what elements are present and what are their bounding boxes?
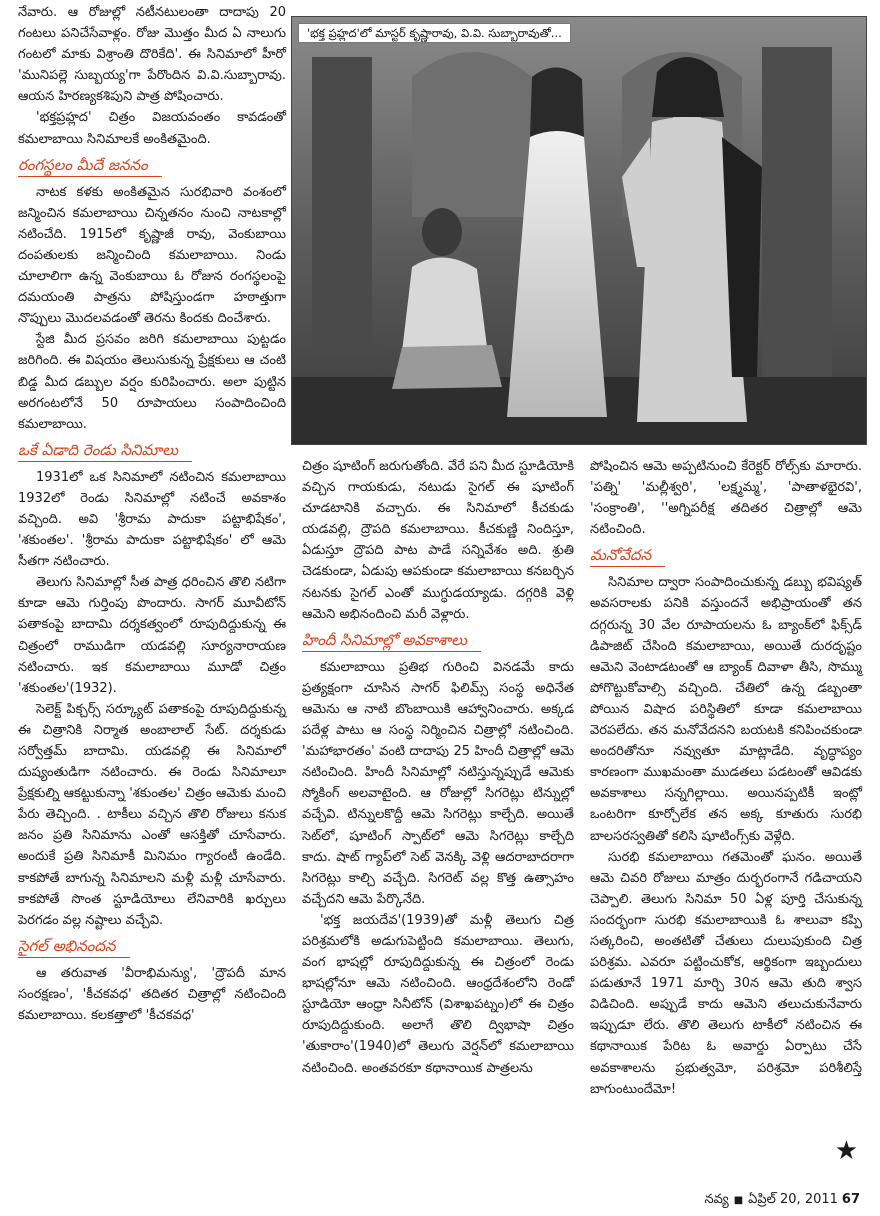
section-heading-two-films: ఒకే ఏడాది రెండు సినిమాలు xyxy=(18,439,192,462)
section-heading-anguish: మనోవేదన xyxy=(590,544,665,567)
section-heading-birth-on-stage: రంగస్థలం మీదే జననం xyxy=(18,154,162,177)
paragraph: 'భక్త జయదేవ'(1939)తో మళ్లీ తెలుగు చిత్ర పరిశ్రమలోకి అడుగుపెట్టింది కమలాబాయి. తెలుగు, వంగ భాషల్లో రూపుదిద్దుకున్న ఈ చిత్రంలో రెండు భాషల్లోనూ ఆమె నటించింది. ఆంధ్రదేశంలోని రెండో స్టూడియో ఆంధ్రా సినీటోన్ (విశాఖపట్నం)లో ఈ చిత్రం రూపుదిద్దుకుంది. అలాగే తొలి ద్విభాషా చిత్రం 'తుకారాం'(1940)లో తెలుగు వెర్షన్‌లో కమలాబాయి నటించింది. అంతవరకూ కథానాయిక పాత్రలను xyxy=(302,912,574,1076)
photo-caption: 'భక్త ప్రహ్లద'లో మాస్టర్ కృష్ణారావు, వి.వి. సుబ్బారావుతో... xyxy=(298,23,571,43)
section-heading-hindi-films: హిందీ సినిమాల్లో అవకాశాలు xyxy=(302,629,481,652)
paragraph: 1931లో ఒక సినిమాలో నటించిన కమలాబాయి 1932లో రెండు సినిమాల్లో నటించే అవకాశం వచ్చింది. అవి 'శ్రీరామ పాదుకా పట్టాభిషేకం', 'శకుంతల'. 'శ్రీరామ పాదుకా పట్టాభిషేకం' లో ఆమె సీతగా నటించారు. xyxy=(18,469,286,570)
film-still-photo xyxy=(291,16,867,445)
paragraph: చిత్రం షూటింగ్ జరుగుతోంది. వేరే పని మీద స్టూడియోకి వచ్చిన గాయకుడు, నటుడు సైగల్ ఈ షూటింగ్ చూడటానికి వచ్చారు. ఈ సినిమాలో కీచకుడు యడవల్లి, ద్రౌపది కమలాబాయి. కీచకుణ్ణి నిందిస్తూ, ఏడుస్తూ ద్రౌపది పాట పాడే సన్నివేశం అది. శ్రుతి చెడకుండా, ఏడుపు ఆపకుండా కమలాబాయి కనబర్చిన నటనకు సైగల్ ఎంతో ముగ్ధుడయ్యాడు. దగ్గరికి వెళ్లి ఆమెని అభినందించి మరీ వెళ్లారు. xyxy=(302,459,574,622)
article-column-2 xyxy=(302,456,574,1079)
paragraph: 'భక్తప్రహ్లద' చిత్రం విజయవంతం కావడంతో కమలాబాయి సినిమాలకే అంకితమైంది. xyxy=(18,110,286,147)
paragraph: సెలెక్ట్ పిక్చర్స్ సర్క్యూట్ పతాకంపై రూపుదిద్దుకున్న ఈ చిత్రానికి నిర్మాత అంబాలాల్ సేట్. దర్శకుడు సర్వోత్తమ్ బాదామి. యడవల్లి ఈ సినిమాలో దుష్యంతుడిగా నటించారు. ఈ రెండు సినిమాలూ ప్రేక్షకుల్ని ఆకట్టుకున్నా 'శకుంతల' చిత్రం ఆమెకు మంచి పేరు తెచ్చింది. . టాకీలు వచ్చిన తొలి రోజులు కనుక జనం ప్రతి సినిమాను ఎంతో ఆసక్తితో చూసేవారు. అందుకే ప్రతి సినిమాకీ మినిమం గ్యారంటీ ఉండేది. కాకపోతే బాగున్న సినిమాలని మళ్లీ మళ్లీ చూసేవారు. కాకపోతే సొంత స్టూడియోలు లేనివారికి ఖర్చులు పెరగడం వల్ల నష్టాలు వచ్చేవి. xyxy=(18,701,286,928)
article-column-1 xyxy=(18,2,286,1026)
paragraph: తెలుగు సినిమాల్లో సీత పాత్ర ధరించిన తొలి నటిగా కూడా ఆమె గుర్తింపు పొందారు. సాగర్ మూవీటోన్ పతాకంపై బాదామి దర్శకత్వంలో రూపుదిద్దుకున్న ఈ చిత్రంలో రాముడిగా యడవల్లి సూర్యనారాయణ నటించారు. ఇక కమలాబాయి మూడో చిత్రం 'శకుంతల'(1932). xyxy=(18,575,286,696)
paragraph: సినిమాల ద్వారా సంపాదించుకున్న డబ్బు భవిష్యత్ అవసరాలకు పనికి వస్తుందనే అభిప్రాయంతో తన దగ్గరున్న 30 వేల రూపాయలను ఓ బ్యాంక్‌లో ఫిక్స్‌డ్ డిపాజిట్ చేసింది కమలాబాయి, అయితే దురదృష్టం ఆమెని వెంటాడటంతో ఆ బ్యాంక్ దివాళా తీసి, సొమ్ము పోగొట్టుకోవాల్సి వచ్చింది. చేతిలో ఉన్న డబ్బంతా పోయిన విషాద పరిస్థితిలో కూడా కమలాబాయి వెరపలేదు. తన మనోవేదనని బయటకి కనిపించకుండా అందరితోనూ నవ్వుతూ మాట్లాడేది. వృద్ధాప్యం కారణంగా ముఖమంతా ముడతలు పడటంతో ఆవిడకు అవకాశాలు సన్నగిల్లాయి. అయినప్పటికీ ఇంట్లో ఒంటరిగా కూర్చోలేక తన అక్క కూతురు సురభి బాలసరస్వతితో కలిసి షూటింగ్స్‌కు వెళ్లేది. xyxy=(590,575,862,844)
paragraph: కమలాబాయి ప్రతిభ గురించి వినడమే కాదు ప్రత్యక్షంగా చూసిన సాగర్ ఫిలిమ్స్ సంస్థ అధినేత ఆమెను ఆ నాటి బొంబాయికి ఆహ్వానించారు. అక్కడ పదేళ్ల పాటు ఆ సంస్థ నిర్మించిన చిత్రాల్లో నటించింది. 'మహాభారతం' వంటి దాదాపు 25 హిందీ చిత్రాల్లో ఆమె నటించింది. హిందీ సినిమాల్లో నటిస్తున్నప్పుడే ఆమెకు స్మోకింగ్ అలవాటైంది. ఆ రోజుల్లో సిగరెట్లు టిన్నుల్లో వచ్చేవి. టిన్నులకొద్దీ ఆమె సిగరెట్లు కాల్చేది. అయితే సెట్‌లో, షూటింగ్ స్పాట్‌లో ఆమె సిగరెట్లు కాల్చేది కాదు. షాట్ గ్యాప్‌లో సెట్ వెనక్కి వెళ్లి ఆదరాబాదరాగా సిగరెట్లు కాల్చి వచ్చేది. సిగరెట్ వల్ల కొత్త ఉత్సాహం వచ్చేదని ఆమె పేర్కొనేది. xyxy=(302,659,574,907)
issue-date: ఏప్రిల్ 20, 2011 xyxy=(748,1192,838,1207)
end-of-article-star-icon: ★ xyxy=(834,1136,858,1166)
paragraph: ఆ తరువాత 'వీరాభిమన్యు', 'ద్రౌపదీ మాన సంరక్షణం', 'కీచకవధ' తదితర చిత్రాల్లో నటించింది కమలాబాయి. కలకత్తాలో 'కీచకవధ' xyxy=(18,965,286,1024)
paragraph: సురభి కమలాబాయి గతమెంతో ఘనం. అయితే ఆమె చివరి రోజులు మాత్రం దుర్భరంగానే గడిచాయని చెప్పాలి. తెలుగు సినిమా 50 ఏళ్ల పూర్తి చేసుకున్న సందర్భంగా సురభి కమలాబాయికి ఓ శాలువా కప్పి సత్కరించి, అంతటితో చేతులు దులుపుకుంది చిత్ర పరిశ్రమ. ఎవరూ పట్టించుకోక, ఆర్థికంగా ఇబ్బందులు పడుతూనే 1971 మార్చి 30న ఆమె తుది శ్వాస విడిచింది. అప్పుడే కాదు ఆమెని తలుచుకునేవారు ఇప్పుడూ లేరు. తొలి తెలుగు టాకీలో నటించిన ఈ కథానాయిక పేరిట ఓ అవార్డు ఏర్పాటు చేసే అవకాశాలను ప్రభుత్వమో, పరిశ్రమో పరిశీలిస్తే బాగుంటుందేమో! xyxy=(590,849,862,1097)
film-still-image xyxy=(292,17,867,445)
paragraph: నాటక కళకు అంకితమైన సురభివారి వంశంలో జన్మించిన కమలాబాయి చిన్నతనం నుంచి నాటకాల్లో నటించేది. 1915లో కృష్ణాజీ రావు, వెంకుబాయి దంపతులకు జన్మించింది కమలాబాయి. నిండు చూలాలిగా ఉన్న వెంకుబాయి ఓ రోజున రంగస్థలంపై దమయంతి పాత్రను పోషిస్తుండగా హఠాత్తుగా నొప్పులు మొదలవడంతో తెరను కిందకు దించేశారు. xyxy=(18,184,286,327)
page-number: 67 xyxy=(841,1192,860,1207)
page-footer xyxy=(705,1190,860,1211)
section-heading-saigal-praise: సైగల్ అభినందన xyxy=(18,935,130,958)
magazine-name: నవ్య xyxy=(704,1192,729,1207)
paragraph: పోషించిన ఆమె అప్పటినుంచి కేరెక్టర్ రోల్స్‌కు మారారు. 'పత్ని' 'మల్లీశ్వరి', 'లక్ష్మమ్మ', 'పాతాళభైరవి', 'సంక్రాంతి', ''అగ్నిపరీక్ష తదితర చిత్రాల్లో ఆమె నటించింది. xyxy=(590,459,862,538)
footer-separator-icon: ■ xyxy=(733,1195,744,1206)
paragraph: స్టేజి మీద ప్రసవం జరిగి కమలాబాయి పుట్టడం జరిగింది. ఈ విషయం తెలుసుకున్న ప్రేక్షకులు ఆ చంటి బిడ్డ మీద డబ్బుల వర్షం కురిపించారు. అలా పుట్టిన అరగంటలోనే 50 రూపాయలు సంపాదించింది కమలాబాయి. xyxy=(18,332,286,432)
article-column-3 xyxy=(590,456,862,1100)
paragraph: నేవారు. ఆ రోజుల్లో నటీనటులంతా దాదాపు 20 గంటలు పనిచేసేవాళ్లం. రోజు మొత్తం మీద ఏ నాలుగు గంటలో మాకు విశ్రాంతి దొరికేది'. ఈ సినిమాలో హీరో 'మునిపల్లె సుబ్బయ్య'గా పేరొందిన వి.వి.సుబ్బారావు. ఆయన హిరణ్యకశిపుని పాత్ర పోషించారు. xyxy=(18,5,286,105)
